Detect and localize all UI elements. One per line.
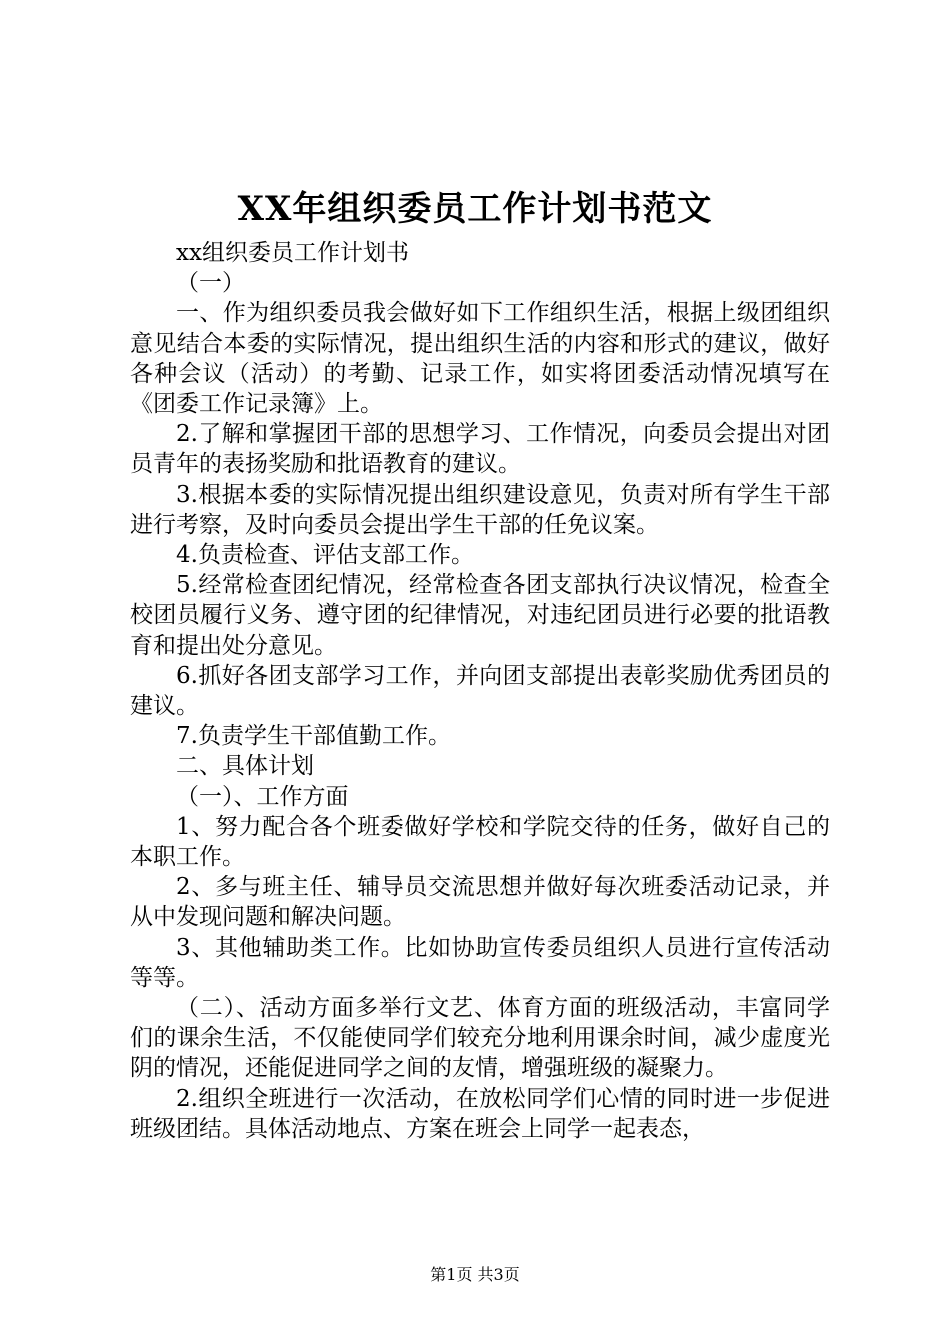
document-body <box>130 238 830 1144</box>
paragraph: 2.组织全班进行一次活动，在放松同学们心情的同时进一步促进班级团结。具体活动地点、方案在班会上同学一起表态， <box>130 1085 830 1142</box>
paragraph: 6.抓好各团支部学习工作，并向团支部提出表彰奖励优秀团员的建议。 <box>130 662 830 720</box>
paragraph: （一）、工作方面 <box>176 783 349 810</box>
paragraph: （一） <box>176 270 245 297</box>
paragraph: xx组织委员工作计划书 <box>176 240 409 266</box>
paragraph: 4.负责检查、评估支部工作。 <box>176 542 474 569</box>
paragraph: 3.根据本委的实际情况提出组织建设意见，负责对所有学生干部进行考察，及时向委员会提出学生干部的任免议案。 <box>130 481 830 538</box>
paragraph: （二）、活动方面多举行文艺、体育方面的班级活动，丰富同学们的课余生活，不仅能使同学们较充分地利用课余时间，减少虚度光阴的情况，还能促进同学之间的友情，增强班级的凝聚力。 <box>130 995 830 1082</box>
page-footer: 第1页 共3页 <box>430 1265 520 1284</box>
paragraph: 2.了解和掌握团干部的思想学习、工作情况，向委员会提出对团员青年的表扬奖励和批语教育的建议。 <box>130 421 830 478</box>
paragraph: 2、多与班主任、辅导员交流思想并做好每次班委活动记录，并从中发现问题和解决问题。 <box>130 874 830 931</box>
paragraph: 一、作为组织委员我会做好如下工作组织生活，根据上级团组织意见结合本委的实际情况，提出组织生活的内容和形式的建议，做好各种会议（活动）的考勤、记录工作，如实将团委活动情况填写在《团委工作记录簿》上。 <box>130 300 830 418</box>
paragraph: 二、具体计划 <box>176 753 314 780</box>
paragraph: 5.经常检查团纪情况，经常检查各团支部执行决议情况，检查全校团员履行义务、遵守团的纪律情况，对违纪团员进行必要的批语教育和提出处分意见。 <box>130 572 830 659</box>
paragraph: 3、其他辅助类工作。比如协助宣传委员组织人员进行宣传活动等等。 <box>130 934 830 991</box>
paragraph: 1、努力配合各个班委做好学校和学院交待的任务，做好自己的本职工作。 <box>130 813 830 871</box>
paragraph: 7.负责学生干部值勤工作。 <box>176 723 451 750</box>
document-title: XX年组织委员工作计划书范文 <box>237 189 713 229</box>
